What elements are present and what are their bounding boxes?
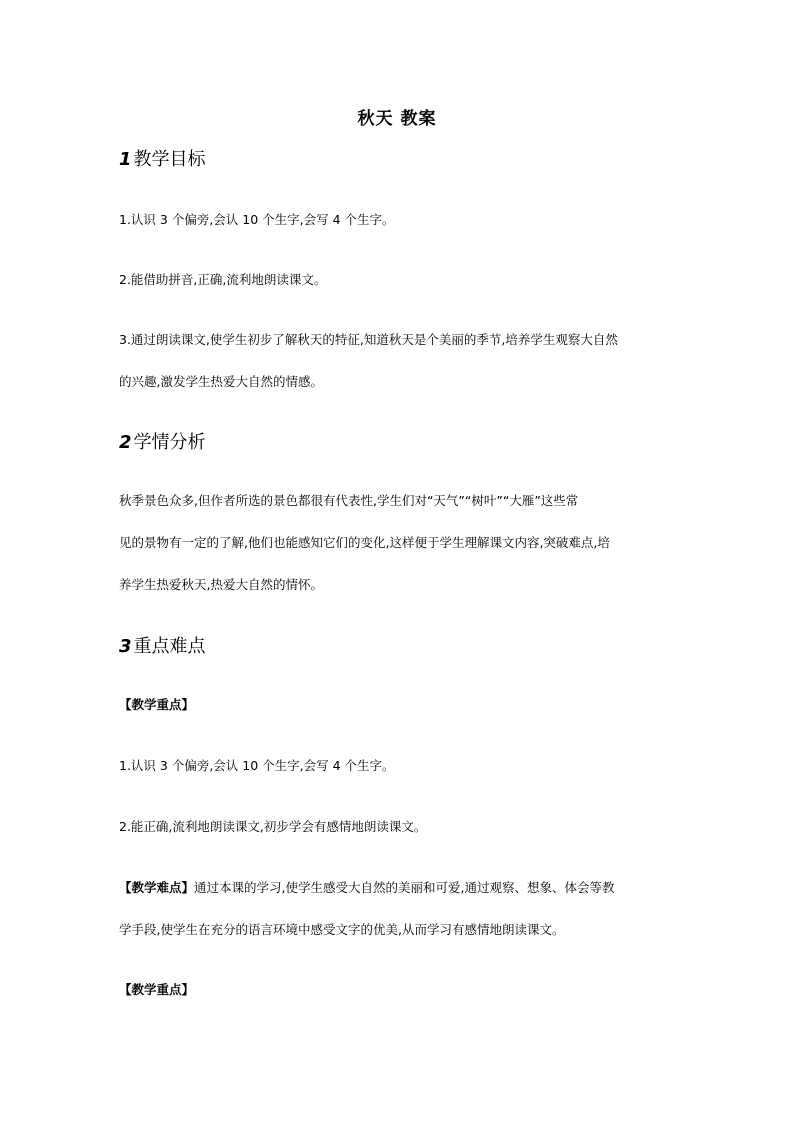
key-points-label: 【教学重点】 — [119, 697, 195, 712]
section-number: 3 — [119, 636, 132, 657]
paragraph-line: 2.能借助拼音,正确,流利地朗读课文。 — [119, 272, 327, 287]
section-title: 教学目标 — [133, 149, 206, 170]
paragraph-line: 3.通过朗读课文,使学生初步了解秋天的特征,知道秋天是个美丽的季节,培养学生观察大自然 — [119, 332, 618, 347]
key-points-label-repeat: 【教学重点】 — [119, 982, 195, 997]
paragraph-line: 见的景物有一定的了解,他们也能感知它们的变化,这样便于学生理解课文内容,突破难点,培 — [119, 535, 610, 550]
paragraph-line: 养学生热爱秋天,热爱大自然的情怀。 — [119, 577, 323, 592]
section-heading-objectives — [119, 147, 206, 173]
paragraph-line: 2.能正确,流利地朗读课文,初步学会有感情地朗读课文。 — [119, 819, 427, 834]
section-number: 1 — [119, 149, 132, 170]
section-title: 学情分析 — [133, 432, 206, 453]
paragraph-line: 学手段,使学生在充分的语言环境中感受文字的优美,从而学习有感情地朗读课文。 — [119, 922, 565, 937]
paragraph-line: 1.认识 3 个偏旁,会认 10 个生字,会写 4 个生字。 — [119, 212, 395, 227]
difficulty-text: 通过本课的学习,使学生感受大自然的美丽和可爱,通过观察、想象、体会等教 — [194, 880, 615, 895]
section-heading-analysis — [119, 430, 206, 456]
paragraph-line: 秋季景色众多,但作者所选的景色都很有代表性,学生们对“天气”“树叶”“大雁”这些常 — [119, 493, 579, 508]
difficulty-label: 【教学难点】 — [119, 880, 195, 895]
paragraph-line: 1.认识 3 个偏旁,会认 10 个生字,会写 4 个生字。 — [119, 758, 395, 773]
difficulty-paragraph — [119, 879, 679, 897]
section-title: 重点难点 — [133, 636, 206, 657]
section-number: 2 — [119, 432, 132, 453]
paragraph-line: 的兴趣,激发学生热爱大自然的情感。 — [119, 374, 323, 389]
document-title: 秋天 教案 — [357, 109, 437, 129]
section-heading-key-points — [119, 634, 206, 660]
